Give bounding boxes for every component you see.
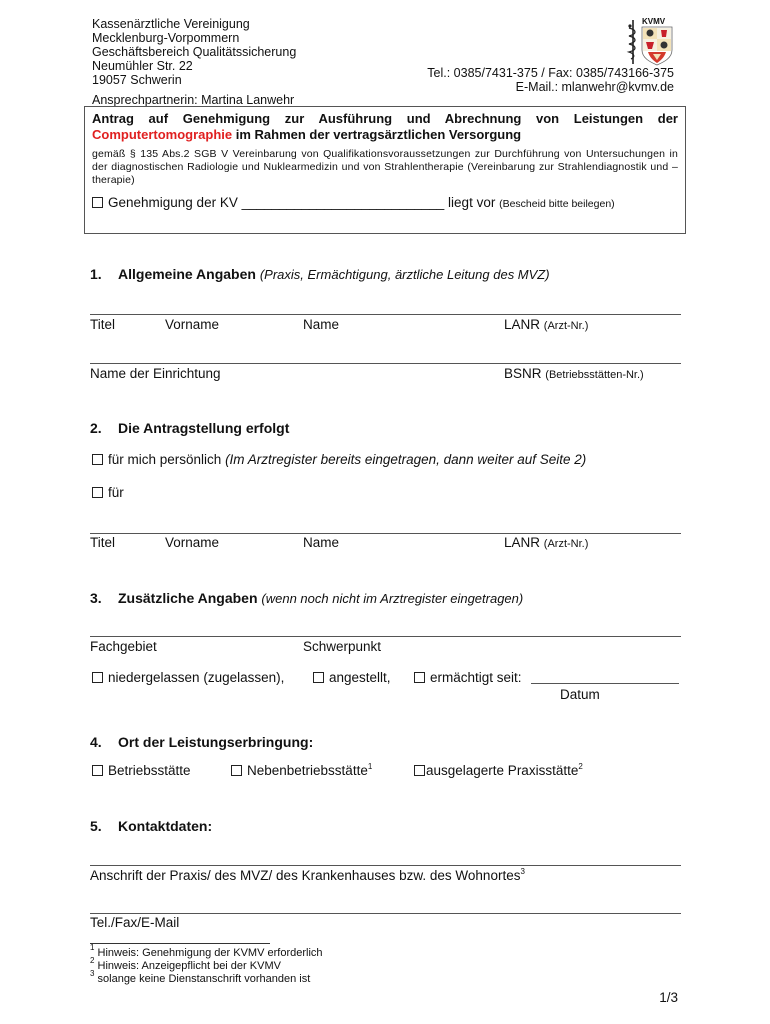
option-for [92, 485, 124, 501]
option-personal-label: für mich persönlich [108, 452, 222, 467]
label-datum: Datum [560, 687, 600, 702]
checkbox-nebenbetriebsstaette[interactable] [231, 765, 242, 776]
kvmv-logo [620, 16, 678, 68]
section-3-title: Zusätzliche Angaben [118, 590, 258, 606]
label-lanr-text: LANR [504, 317, 541, 332]
field-line-institution[interactable] [90, 363, 681, 364]
option-niedergelassen-label: niedergelassen (zugelassen), [108, 670, 285, 685]
checkbox-for[interactable] [92, 487, 103, 498]
label-name: Name [303, 317, 340, 332]
footnote-ref-3: 3 [520, 867, 525, 876]
label-lanr [504, 317, 588, 334]
section-3-subtitle: (wenn noch nicht im Arztregister eingetragen) [261, 591, 524, 606]
section-4-number: 4. [90, 734, 102, 750]
footnote-1 [90, 943, 323, 960]
section-2-heading [90, 420, 289, 437]
footnote-3 [90, 969, 323, 986]
field-line-specialty[interactable] [90, 636, 681, 637]
checkbox-niedergelassen[interactable] [92, 672, 103, 683]
sender-street: Neumühler Str. 22 [92, 59, 193, 73]
field-line-contact[interactable] [90, 913, 681, 914]
label-anschrift [90, 868, 525, 884]
option-niedergelassen [92, 670, 284, 686]
section-2-number: 2. [90, 420, 102, 436]
section-1-heading [90, 266, 550, 283]
section-4-title: Ort der Leistungserbringung: [118, 734, 314, 750]
footnote-1-num: 1 [90, 943, 95, 952]
sender-org-line1: Kassenärztliche Vereinigung [92, 17, 250, 31]
label-anschrift-text: Anschrift der Praxis/ des MVZ/ des Krankenhauses bzw. des Wohnortes [90, 868, 521, 883]
label-bsnr-text: BSNR [504, 366, 542, 381]
label-vorname: Vorname [165, 317, 220, 332]
option-nebenbetriebsstaette-label: Nebenbetriebsstätte [247, 763, 368, 778]
label-vorname-2: Vorname [165, 535, 220, 550]
footnote-2-text: Hinweis: Anzeigepflicht bei der KVMV [97, 960, 281, 972]
option-ausgelagert-label: ausgelagerte Praxisstätte [426, 763, 579, 778]
section-4-heading [90, 734, 313, 751]
option-angestellt [313, 670, 391, 686]
label-titel: Titel [90, 317, 116, 332]
option-betriebsstaette [92, 763, 191, 779]
option-angestellt-label: angestellt, [329, 670, 391, 685]
section-1-number: 1. [90, 266, 102, 282]
sender-address [92, 17, 296, 87]
field-line-address[interactable] [90, 865, 681, 866]
sender-city: 19057 Schwerin [92, 73, 182, 87]
field-line-other-doctor[interactable] [90, 533, 681, 534]
footnote-2 [90, 956, 323, 973]
label-lanr-2 [504, 535, 588, 552]
contact-phone-fax: Tel.: 0385/7431-375 / Fax: 0385/743166-375 [427, 66, 674, 80]
label-lanr-2-text: LANR [504, 535, 541, 550]
section-3-heading [90, 590, 523, 607]
field-line-date[interactable] [531, 683, 679, 684]
label-name-2: Name [303, 535, 340, 550]
form-title: Antrag auf Genehmigung zur Ausführung und Abrechnung von Leistungen der [92, 111, 678, 126]
checkbox-betriebsstaette[interactable] [92, 765, 103, 776]
label-titel-2: Titel [90, 535, 116, 550]
label-bsnr-note: (Betriebsstätten-Nr.) [545, 369, 644, 381]
logo-text: KVMV [642, 17, 666, 26]
section-1-title: Allgemeine Angaben [118, 266, 256, 282]
sender-org-line2: Mecklenburg-Vorpommern [92, 31, 240, 45]
label-telfax: Tel./Fax/E-Mail [90, 915, 180, 930]
option-personal-note: (Im Arztregister bereits eingetragen, dann weiter auf Seite 2) [225, 452, 587, 467]
sender-department: Geschäftsbereich Qualitätssicherung [92, 45, 297, 59]
contact-person: Ansprechpartnerin: Martina Lanwehr [92, 93, 295, 107]
label-bsnr [504, 366, 644, 383]
checkbox-angestellt[interactable] [313, 672, 324, 683]
contact-email: E-Mail.: mlanwehr@kvmv.de [515, 80, 674, 94]
footnote-3-num: 3 [90, 969, 95, 978]
page-number: 1/3 [659, 990, 678, 1005]
option-nebenbetriebsstaette [231, 763, 372, 779]
footnote-separator [90, 943, 270, 944]
footnotes [90, 943, 323, 986]
footnote-1-text: Hinweis: Genehmigung der KVMV erforderlich [97, 947, 323, 959]
label-lanr-note: (Arzt-Nr.) [543, 320, 589, 332]
option-ausgelagert [414, 763, 583, 779]
footnote-ref-2: 2 [578, 762, 583, 771]
checkbox-ermaechtigt[interactable] [414, 672, 425, 683]
field-line-doctor[interactable] [90, 314, 681, 315]
footnote-2-num: 2 [90, 956, 95, 965]
section-5-title: Kontaktdaten: [118, 818, 213, 834]
section-2-title: Die Antragstellung erfolgt [118, 420, 290, 436]
checkbox-personal[interactable] [92, 454, 103, 465]
legal-basis: gemäß § 135 Abs.2 SGB V Vereinbarung von Qualifikationsvoraussetzungen zur Durchführung von Untersuchungen in der diagnostischen Radiologie und Nuklearmedizin und von Strahlentherapie (Vereinbarung zur Strahlendiagnostik und –therapie) [92, 148, 678, 186]
form-title-highlight: Computertomographie [92, 127, 233, 142]
label-fachgebiet: Fachgebiet [90, 639, 157, 654]
option-ermaechtigt-label: ermächtigt seit: [430, 670, 522, 685]
section-5-number: 5. [90, 818, 102, 834]
footnote-ref-1: 1 [367, 762, 373, 771]
label-schwerpunkt: Schwerpunkt [303, 639, 382, 654]
kv-approval-checkbox[interactable] [92, 197, 103, 208]
label-einrichtung: Name der Einrichtung [90, 366, 221, 381]
footnote-3-text: solange keine Dienstanschrift vorhanden ist [97, 973, 311, 985]
option-betriebsstaette-label: Betriebsstätte [108, 763, 191, 778]
kv-approval-note: (Bescheid bitte beilegen) [499, 198, 615, 210]
form-title-rest: im Rahmen der vertragsärztlichen Versorgung [232, 127, 522, 142]
option-personal [92, 452, 586, 468]
label-lanr-2-note: (Arzt-Nr.) [543, 538, 589, 550]
checkbox-ausgelagert[interactable] [414, 765, 425, 776]
form-title-line2 [92, 127, 678, 143]
kv-approval-line [92, 195, 678, 212]
section-3-number: 3. [90, 590, 102, 606]
section-5-heading [90, 818, 212, 835]
section-1-subtitle: (Praxis, Ermächtigung, ärztliche Leitung des MVZ) [259, 267, 550, 282]
option-ermaechtigt [414, 670, 522, 686]
kv-approval-label: Genehmigung der KV ___________________________ liegt vor [108, 195, 496, 210]
option-for-label: für [108, 485, 124, 500]
title-box [84, 106, 686, 234]
